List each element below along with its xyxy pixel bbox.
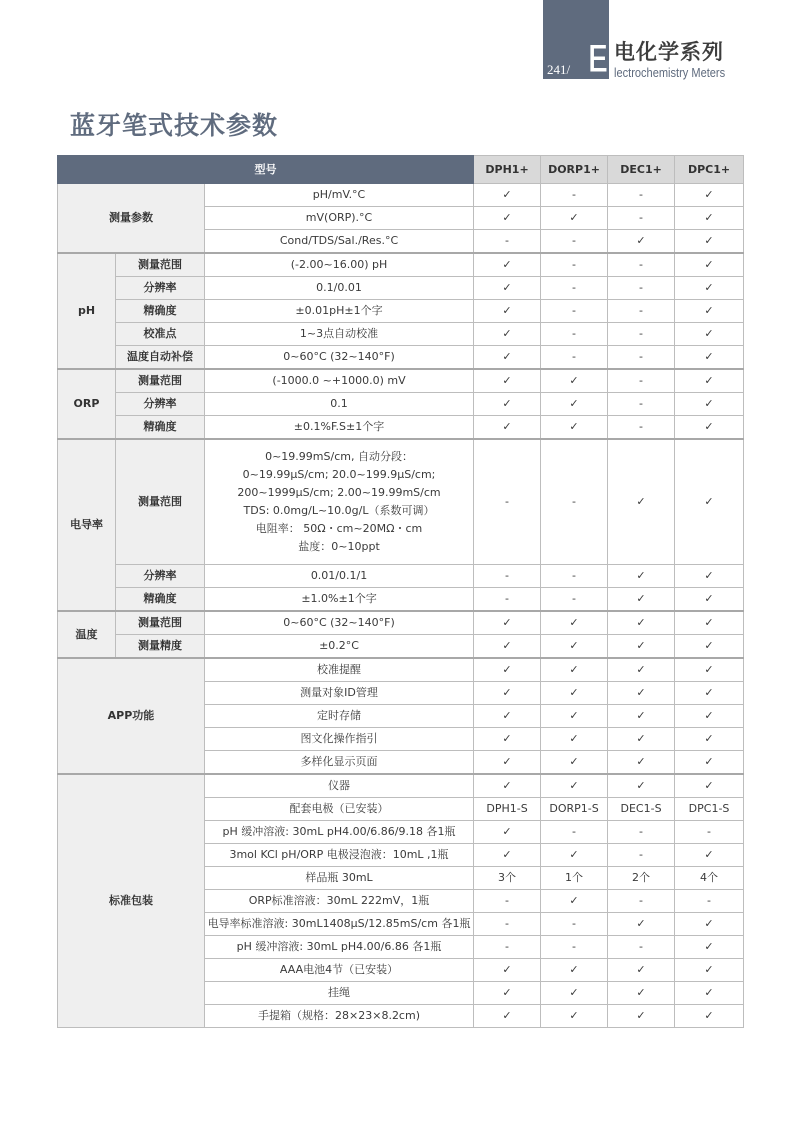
item-line: 200~1999μS/cm; 2.00~19.99mS/cm	[237, 486, 441, 499]
value-cell: ✓	[541, 369, 608, 393]
value-cell: ✓	[474, 821, 541, 844]
value-cell: ✓	[675, 588, 744, 612]
subcategory-cell: 精确度	[116, 588, 205, 612]
value-cell: ✓	[675, 323, 744, 346]
item-cell	[205, 821, 474, 844]
value-cell: -	[608, 393, 675, 416]
value-cell: DEC1-S	[608, 798, 675, 821]
value-cell: 2个	[608, 867, 675, 890]
value-cell: -	[608, 184, 675, 207]
value-cell: ✓	[608, 611, 675, 635]
value-cell: -	[541, 913, 608, 936]
value-cell: ✓	[675, 369, 744, 393]
value-cell: -	[474, 936, 541, 959]
value-cell: -	[541, 346, 608, 370]
value-cell: ✓	[474, 728, 541, 751]
value-cell: ✓	[608, 751, 675, 775]
value-cell: ✓	[541, 207, 608, 230]
value-cell: ✓	[474, 635, 541, 659]
value-cell: -	[474, 230, 541, 254]
item-line: 测量对象ID管理	[300, 686, 378, 699]
table-row	[58, 277, 744, 300]
value-cell: ✓	[474, 844, 541, 867]
value-cell: ✓	[675, 346, 744, 370]
value-cell: ✓	[675, 705, 744, 728]
value-cell: ✓	[675, 658, 744, 682]
value-cell: ✓	[541, 611, 608, 635]
value-cell: ✓	[474, 369, 541, 393]
item-line: 电阻率： 50Ω・cm~20MΩ・cm	[255, 522, 423, 535]
spec-table	[57, 155, 744, 1028]
value-cell: DORP1-S	[541, 798, 608, 821]
value-cell: -	[608, 253, 675, 277]
value-cell: 1个	[541, 867, 608, 890]
item-line: ±0.01pH±1个字	[295, 304, 383, 317]
value-cell: ✓	[675, 913, 744, 936]
item-cell	[205, 439, 474, 565]
value-cell: ✓	[675, 635, 744, 659]
value-cell: ✓	[474, 982, 541, 1005]
value-cell: 4个	[675, 867, 744, 890]
value-cell: -	[608, 323, 675, 346]
item-line: 0.1	[330, 397, 348, 410]
value-cell: ✓	[474, 416, 541, 440]
value-cell: 3个	[474, 867, 541, 890]
value-cell: ✓	[608, 565, 675, 588]
value-cell: ✓	[675, 207, 744, 230]
item-line: 校准提醒	[317, 663, 362, 676]
item-line: 电导率标准溶液: 30mL1408μS/12.85mS/cm 各1瓶	[207, 917, 471, 930]
value-cell: -	[474, 913, 541, 936]
item-cell	[205, 982, 474, 1005]
value-cell: -	[608, 207, 675, 230]
value-cell: -	[541, 323, 608, 346]
value-cell: ✓	[675, 728, 744, 751]
subcategory-cell: 测量范围	[116, 369, 205, 393]
item-cell	[205, 611, 474, 635]
item-cell	[205, 253, 474, 277]
item-cell	[205, 705, 474, 728]
value-cell: -	[608, 844, 675, 867]
value-cell: ✓	[608, 635, 675, 659]
value-cell: ✓	[541, 890, 608, 913]
item-line: ±0.1%F.S±1个字	[293, 420, 385, 433]
value-cell: ✓	[541, 705, 608, 728]
item-line: mV(ORP).°C	[305, 211, 373, 224]
item-line: 定时存储	[317, 709, 362, 722]
subcategory-cell: 测量范围	[116, 611, 205, 635]
item-line: 样品瓶 30mL	[305, 871, 373, 884]
subcategory-cell: 测量范围	[116, 439, 205, 565]
value-cell: -	[541, 184, 608, 207]
value-cell: -	[541, 936, 608, 959]
item-cell	[205, 300, 474, 323]
value-cell: -	[474, 565, 541, 588]
value-cell: ✓	[474, 207, 541, 230]
table-row	[58, 300, 744, 323]
value-cell: ✓	[474, 774, 541, 798]
page-title: 蓝牙笔式技术参数	[70, 111, 279, 140]
value-cell: ✓	[541, 393, 608, 416]
value-cell: ✓	[474, 323, 541, 346]
item-line: 0.01/0.1/1	[310, 569, 368, 582]
value-cell: -	[608, 369, 675, 393]
item-cell	[205, 230, 474, 254]
value-cell: -	[541, 588, 608, 612]
table-row	[58, 611, 744, 635]
value-cell: ✓	[675, 682, 744, 705]
value-cell: ✓	[541, 635, 608, 659]
value-cell: -	[541, 821, 608, 844]
value-cell: -	[541, 253, 608, 277]
value-cell: ✓	[541, 751, 608, 775]
model-header: 型号	[58, 156, 474, 184]
value-cell: ✓	[675, 230, 744, 254]
subcategory-cell: 测量精度	[116, 635, 205, 659]
value-cell: ✓	[474, 1005, 541, 1028]
item-line: 1~3点自动校准	[299, 327, 379, 340]
value-cell: ✓	[675, 253, 744, 277]
value-cell: ✓	[675, 1005, 744, 1028]
item-line: ORP标准溶液：30mL 222mV，1瓶	[248, 894, 430, 907]
series-letter: E	[588, 37, 609, 81]
subcategory-cell: 精确度	[116, 300, 205, 323]
model-column-header: DEC1+	[608, 156, 675, 184]
value-cell: ✓	[474, 959, 541, 982]
value-cell: ✓	[675, 184, 744, 207]
subcategory-cell: 精确度	[116, 416, 205, 440]
value-cell: -	[675, 890, 744, 913]
value-cell: ✓	[675, 751, 744, 775]
category-cell: 测量参数	[58, 184, 205, 254]
value-cell: ✓	[474, 393, 541, 416]
value-cell: ✓	[474, 184, 541, 207]
table-row	[58, 635, 744, 659]
table-row	[58, 393, 744, 416]
value-cell: ✓	[675, 611, 744, 635]
table-row	[58, 323, 744, 346]
value-cell: -	[608, 936, 675, 959]
series-title: 电化学系列	[614, 40, 724, 64]
value-cell: ✓	[608, 728, 675, 751]
value-cell: -	[608, 346, 675, 370]
item-cell	[205, 728, 474, 751]
value-cell: ✓	[541, 774, 608, 798]
item-line: 0~19.99μS/cm; 20.0~199.9μS/cm;	[242, 468, 436, 481]
model-column-header: DPH1+	[474, 156, 541, 184]
item-line: pH/mV.°C	[312, 188, 366, 201]
item-cell	[205, 635, 474, 659]
model-column-header: DORP1+	[541, 156, 608, 184]
item-line: TDS: 0.0mg/L~10.0g/L（系数可调）	[243, 504, 435, 517]
value-cell: ✓	[541, 844, 608, 867]
table-row	[58, 774, 744, 798]
item-line: pH 缓冲溶液: 30mL pH4.00/6.86/9.18 各1瓶	[222, 825, 456, 838]
page-number: 241/	[547, 62, 571, 77]
value-cell: ✓	[608, 588, 675, 612]
item-cell	[205, 844, 474, 867]
item-cell	[205, 346, 474, 370]
subcategory-cell: 分辨率	[116, 393, 205, 416]
value-cell: ✓	[541, 982, 608, 1005]
item-cell	[205, 416, 474, 440]
item-line: 0~19.99mS/cm, 自动分段：	[265, 450, 413, 463]
item-line: (-1000.0 ~+1000.0) mV	[272, 374, 406, 387]
item-cell	[205, 936, 474, 959]
value-cell: ✓	[608, 774, 675, 798]
item-line: 盐度：0~10ppt	[298, 540, 380, 553]
table-row	[58, 253, 744, 277]
value-cell: ✓	[675, 959, 744, 982]
value-cell: ✓	[474, 346, 541, 370]
item-line: 0~60°C (32~140°F)	[283, 350, 395, 363]
item-line: 3mol KCl pH/ORP 电极浸泡液：10mL ,1瓶	[229, 848, 449, 861]
table-row	[58, 588, 744, 612]
value-cell: ✓	[608, 705, 675, 728]
value-cell: -	[608, 277, 675, 300]
item-line: 挂绳	[328, 986, 351, 999]
value-cell: ✓	[675, 936, 744, 959]
value-cell: -	[608, 821, 675, 844]
item-line: ±1.0%±1个字	[301, 592, 377, 605]
table-row	[58, 346, 744, 370]
value-cell: ✓	[474, 253, 541, 277]
item-line: pH 缓冲溶液: 30mL pH4.00/6.86 各1瓶	[236, 940, 442, 953]
item-cell	[205, 588, 474, 612]
value-cell: -	[541, 439, 608, 565]
subcategory-cell: 分辨率	[116, 565, 205, 588]
value-cell: ✓	[608, 230, 675, 254]
value-cell: -	[541, 565, 608, 588]
category-cell: 温度	[58, 611, 116, 658]
value-cell: -	[608, 300, 675, 323]
subcategory-cell: 校准点	[116, 323, 205, 346]
subcategory-cell: 温度自动补偿	[116, 346, 205, 370]
item-cell	[205, 867, 474, 890]
table-row	[58, 658, 744, 682]
value-cell: ✓	[474, 705, 541, 728]
value-cell: -	[608, 890, 675, 913]
value-cell: ✓	[675, 844, 744, 867]
table-row	[58, 184, 744, 207]
value-cell: ✓	[608, 913, 675, 936]
category-cell: ORP	[58, 369, 116, 439]
table-row	[58, 565, 744, 588]
value-cell: -	[675, 821, 744, 844]
value-cell: ✓	[474, 611, 541, 635]
item-cell	[205, 369, 474, 393]
item-cell	[205, 207, 474, 230]
item-cell	[205, 890, 474, 913]
item-cell	[205, 323, 474, 346]
value-cell: ✓	[541, 416, 608, 440]
category-cell: APP功能	[58, 658, 205, 774]
value-cell: ✓	[541, 959, 608, 982]
item-cell	[205, 959, 474, 982]
value-cell: -	[608, 416, 675, 440]
value-cell: ✓	[474, 751, 541, 775]
item-cell	[205, 277, 474, 300]
value-cell: ✓	[675, 300, 744, 323]
value-cell: -	[474, 439, 541, 565]
item-cell	[205, 751, 474, 775]
item-line: ±0.2°C	[319, 639, 359, 652]
item-line: (-2.00~16.00) pH	[290, 258, 388, 271]
model-column-header: DPC1+	[675, 156, 744, 184]
item-cell	[205, 798, 474, 821]
value-cell: ✓	[675, 439, 744, 565]
value-cell: ✓	[675, 393, 744, 416]
value-cell: ✓	[675, 565, 744, 588]
value-cell: ✓	[474, 682, 541, 705]
item-cell	[205, 658, 474, 682]
item-line: 配套电极（已安装）	[289, 802, 389, 815]
item-line: 手提箱（规格：28×23×8.2cm)	[258, 1009, 420, 1022]
value-cell: ✓	[608, 658, 675, 682]
category-cell: pH	[58, 253, 116, 369]
item-cell	[205, 913, 474, 936]
item-line: Cond/TDS/Sal./Res.°C	[279, 234, 399, 247]
value-cell: -	[474, 890, 541, 913]
subcategory-cell: 分辨率	[116, 277, 205, 300]
item-cell	[205, 1005, 474, 1028]
item-line: 0.1/0.01	[316, 281, 362, 294]
value-cell: ✓	[474, 300, 541, 323]
item-cell	[205, 393, 474, 416]
value-cell: ✓	[541, 728, 608, 751]
item-line: 多样化显示页面	[300, 755, 378, 768]
item-line: 仪器	[328, 779, 351, 792]
value-cell: ✓	[541, 1005, 608, 1028]
table-row	[58, 369, 744, 393]
value-cell: ✓	[608, 982, 675, 1005]
value-cell: ✓	[608, 1005, 675, 1028]
item-line: 0~60°C (32~140°F)	[283, 616, 395, 629]
item-cell	[205, 565, 474, 588]
value-cell: -	[474, 588, 541, 612]
series-subtitle: lectrochemistry Meters	[614, 65, 726, 80]
item-cell	[205, 682, 474, 705]
value-cell: ✓	[608, 682, 675, 705]
value-cell: ✓	[541, 682, 608, 705]
table-row	[58, 416, 744, 440]
subcategory-cell: 测量范围	[116, 253, 205, 277]
value-cell: -	[541, 277, 608, 300]
table-row	[58, 439, 744, 565]
value-cell: ✓	[608, 959, 675, 982]
value-cell: ✓	[608, 439, 675, 565]
item-cell	[205, 184, 474, 207]
value-cell: ✓	[675, 774, 744, 798]
value-cell: DPH1-S	[474, 798, 541, 821]
value-cell: DPC1-S	[675, 798, 744, 821]
value-cell: ✓	[474, 658, 541, 682]
value-cell: ✓	[541, 658, 608, 682]
value-cell: ✓	[675, 982, 744, 1005]
item-line: 图文化操作指引	[300, 732, 378, 745]
item-line: AAA电池4节（已安装）	[279, 963, 399, 976]
value-cell: -	[541, 230, 608, 254]
value-cell: -	[541, 300, 608, 323]
value-cell: ✓	[675, 277, 744, 300]
category-cell: 电导率	[58, 439, 116, 611]
item-cell	[205, 774, 474, 798]
category-cell: 标准包装	[58, 774, 205, 1028]
value-cell: ✓	[675, 416, 744, 440]
value-cell: ✓	[474, 277, 541, 300]
